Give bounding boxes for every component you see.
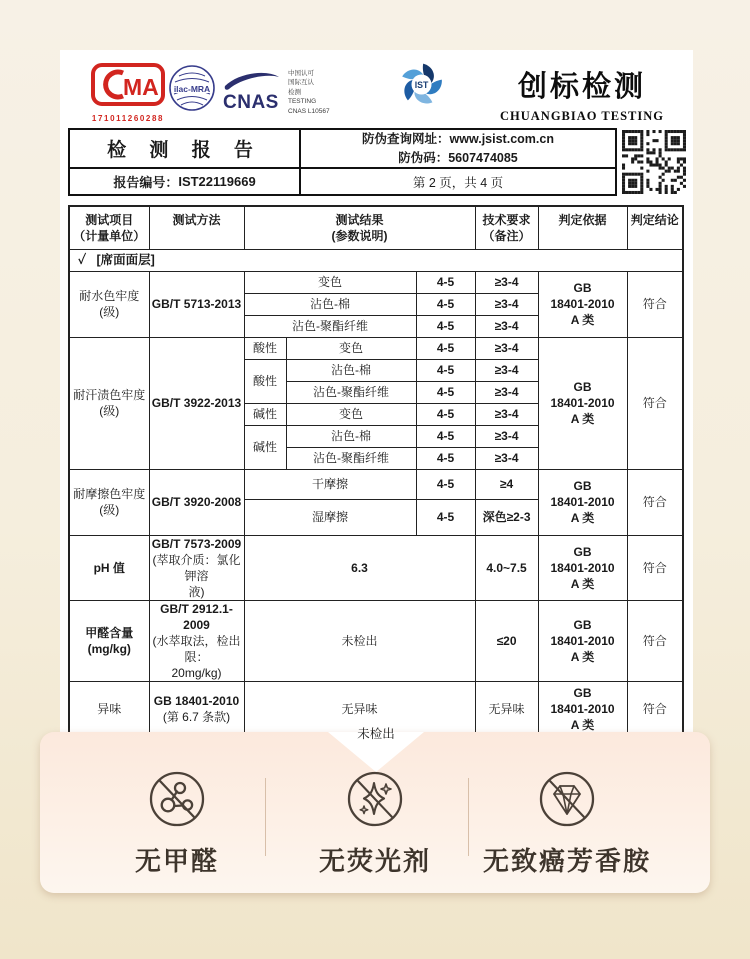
- table-cell: 判定依据: [538, 206, 627, 249]
- table-cell: 测试项目 （计量单位）: [69, 206, 149, 249]
- table-cell: GB 18401-2010 A 类: [538, 600, 627, 681]
- table-row: [69, 600, 683, 681]
- table-cell: 4-5: [416, 337, 475, 359]
- table-cell: GB 18401-2010 (第 6.7 条款): [149, 681, 244, 737]
- table-cell: 无异味: [244, 681, 475, 737]
- ist-logo: [399, 62, 444, 112]
- accreditation-line: CNAS L10567: [288, 107, 330, 115]
- table-cell: GB/T 3922-2013: [149, 337, 244, 469]
- ilac-mra-icon: [168, 64, 216, 112]
- antifake-url: www.jsist.com.cn: [449, 132, 554, 147]
- report-table: [68, 205, 684, 814]
- table-cell: ✓ [席面面层]: [69, 249, 683, 271]
- table-cell: 深色≥2-3: [475, 499, 538, 535]
- table-cell: 4-5: [416, 469, 475, 499]
- table-cell: 沾色-棉: [286, 359, 416, 381]
- table-cell: GB 18401-2010 A 类: [538, 535, 627, 600]
- table-cell: GB 18401-2010 A 类: [538, 469, 627, 535]
- table-cell: GB/T 2912.1-2009 (水萃取法，检出限： 20mg/kg): [149, 600, 244, 681]
- accreditation-line: TESTING: [288, 98, 317, 106]
- table-cell: 酸性: [244, 337, 286, 359]
- table-cell: 未检出: [244, 600, 475, 681]
- badge-no-formaldehyde: [77, 770, 277, 878]
- qr-code: [622, 130, 686, 194]
- table-cell: 符合: [627, 337, 683, 469]
- table-cell: 4-5: [416, 271, 475, 293]
- table-row: [69, 535, 683, 600]
- table-cell: ≥3-4: [475, 359, 538, 381]
- table-cell: 4.0~7.5: [475, 535, 538, 600]
- table-cell: 沾色-棉: [244, 293, 416, 315]
- page-info: 第 2 页，共 4 页: [412, 175, 504, 190]
- badge-label: 无荧光剂: [318, 846, 431, 876]
- cma-number: 171011260288: [91, 114, 165, 123]
- table-cell: 判定结论: [627, 206, 683, 249]
- table-cell: 符合: [627, 681, 683, 737]
- table-cell: GB 18401-2010 A 类: [538, 271, 627, 337]
- ist-swirl-icon: [399, 62, 444, 107]
- table-cell: 符合: [627, 600, 683, 681]
- table-cell: pH 值: [69, 535, 149, 600]
- table-cell: 4-5: [416, 403, 475, 425]
- table-cell: 4-5: [416, 359, 475, 381]
- table-cell: ≥3-4: [475, 425, 538, 447]
- table-cell: ≥3-4: [475, 293, 538, 315]
- table-cell: ≥3-4: [475, 315, 538, 337]
- antifake-code-label: 防伪码：: [398, 150, 449, 165]
- svg-text:MA: MA: [123, 74, 159, 100]
- table-cell: ≥3-4: [475, 381, 538, 403]
- table-cell: 干摩擦: [244, 469, 416, 499]
- company-name-cn: 创标检测: [517, 71, 646, 103]
- report-number: 报告编号： IST22119669: [70, 169, 301, 194]
- table-cell: ≥3-4: [475, 403, 538, 425]
- accreditation-line: 中国认可: [288, 70, 314, 77]
- ilac-mra-logo: [168, 64, 216, 117]
- table-cell: 4-5: [416, 447, 475, 469]
- table-cell: 变色: [286, 337, 416, 359]
- table-cell: ≥4: [475, 469, 538, 499]
- table-cell: 酸性: [244, 359, 286, 403]
- table-cell: 沾色-聚酯纤维: [286, 447, 416, 469]
- table-cell: 符合: [627, 535, 683, 600]
- antifake-code: 5607474085: [448, 150, 518, 165]
- table-cell: 无异味: [475, 681, 538, 737]
- svg-text:CNAS: CNAS: [223, 92, 279, 113]
- table-cell: 4-5: [416, 499, 475, 535]
- badge-label: 无致癌芳香胺: [482, 846, 651, 876]
- report-title: 检 测 报 告: [70, 130, 301, 169]
- table-cell: GB/T 5713-2013: [149, 271, 244, 337]
- table-cell: GB/T 3920-2008: [149, 469, 244, 535]
- accreditation-line: 国际互认: [288, 79, 314, 87]
- table-cell: ≤20: [475, 600, 538, 681]
- table-cell: 4-5: [416, 315, 475, 337]
- table-cell: 测试方法: [149, 206, 244, 249]
- table-cell: 耐汗渍色牢度 (级): [69, 337, 149, 469]
- table-row: [69, 337, 683, 359]
- accreditation-text: [288, 69, 330, 116]
- table-cell: 变色: [244, 271, 416, 293]
- cma-mark-icon: [90, 62, 166, 108]
- table-cell: ≥3-4: [475, 271, 538, 293]
- table-cell: 变色: [286, 403, 416, 425]
- table-cell: ≥3-4: [475, 447, 538, 469]
- svg-text:IST: IST: [414, 79, 429, 90]
- table-cell: 碱性: [244, 425, 286, 469]
- table-cell: 4-5: [416, 381, 475, 403]
- table-cell: 碱性: [244, 403, 286, 425]
- table-cell: 4-5: [416, 425, 475, 447]
- no-aromatic-amine-icon: [538, 770, 596, 828]
- table-cell: 甲醛含量 (mg/kg): [69, 600, 149, 681]
- table-cell: 测试结果 (参数说明): [244, 206, 475, 249]
- svg-text:ilac-MRA: ilac-MRA: [173, 84, 211, 94]
- badge-no-fluorescent: [275, 770, 475, 878]
- badge-label: 无甲醛: [134, 846, 219, 876]
- table-cell: 符合: [627, 469, 683, 535]
- table-cell: 技术要求 （备注）: [475, 206, 538, 249]
- antifake-url-label: 防伪查询网址：: [362, 132, 450, 147]
- table-cell: 异味: [69, 681, 149, 737]
- table-cell: 符合: [627, 271, 683, 337]
- table-row: [69, 249, 683, 271]
- antifake-block: [301, 130, 615, 169]
- report-header-table: [68, 128, 617, 196]
- accreditation-line: 检测: [288, 88, 301, 96]
- table-cell: GB/T 7573-2009 (萃取介质：氯化钾溶 液): [149, 535, 244, 600]
- company-name-en: CHUANGBIAO TESTING: [500, 109, 664, 123]
- table-cell: 沾色-聚酯纤维: [244, 315, 416, 337]
- feature-badge-card: [40, 732, 710, 893]
- table-cell: 沾色-聚酯纤维: [286, 381, 416, 403]
- cnas-icon: [222, 70, 282, 114]
- table-cell: 湿摩擦: [244, 499, 416, 535]
- table-cell: 耐摩擦色牢度 (级): [69, 469, 149, 535]
- table-cell: 耐水色牢度(级): [69, 271, 149, 337]
- table-cell: GB 18401-2010 A 类: [538, 337, 627, 469]
- table-row: [69, 271, 683, 293]
- peek-result-text: 未检出: [357, 727, 395, 741]
- table-cell: 4-5: [416, 293, 475, 315]
- table-cell: ≥3-4: [475, 337, 538, 359]
- cnas-logo: [222, 70, 282, 119]
- no-fluorescent-icon: [346, 770, 404, 828]
- table-cell: 沾色-棉: [286, 425, 416, 447]
- company-block: [477, 64, 687, 124]
- table-row: [69, 469, 683, 499]
- no-formaldehyde-icon: [148, 770, 206, 828]
- table-cell: 6.3: [244, 535, 475, 600]
- table-cell: GB 18401-2010 A 类: [538, 681, 627, 737]
- cma-logo: [90, 62, 166, 123]
- badge-no-aromatic-amine: [467, 770, 667, 878]
